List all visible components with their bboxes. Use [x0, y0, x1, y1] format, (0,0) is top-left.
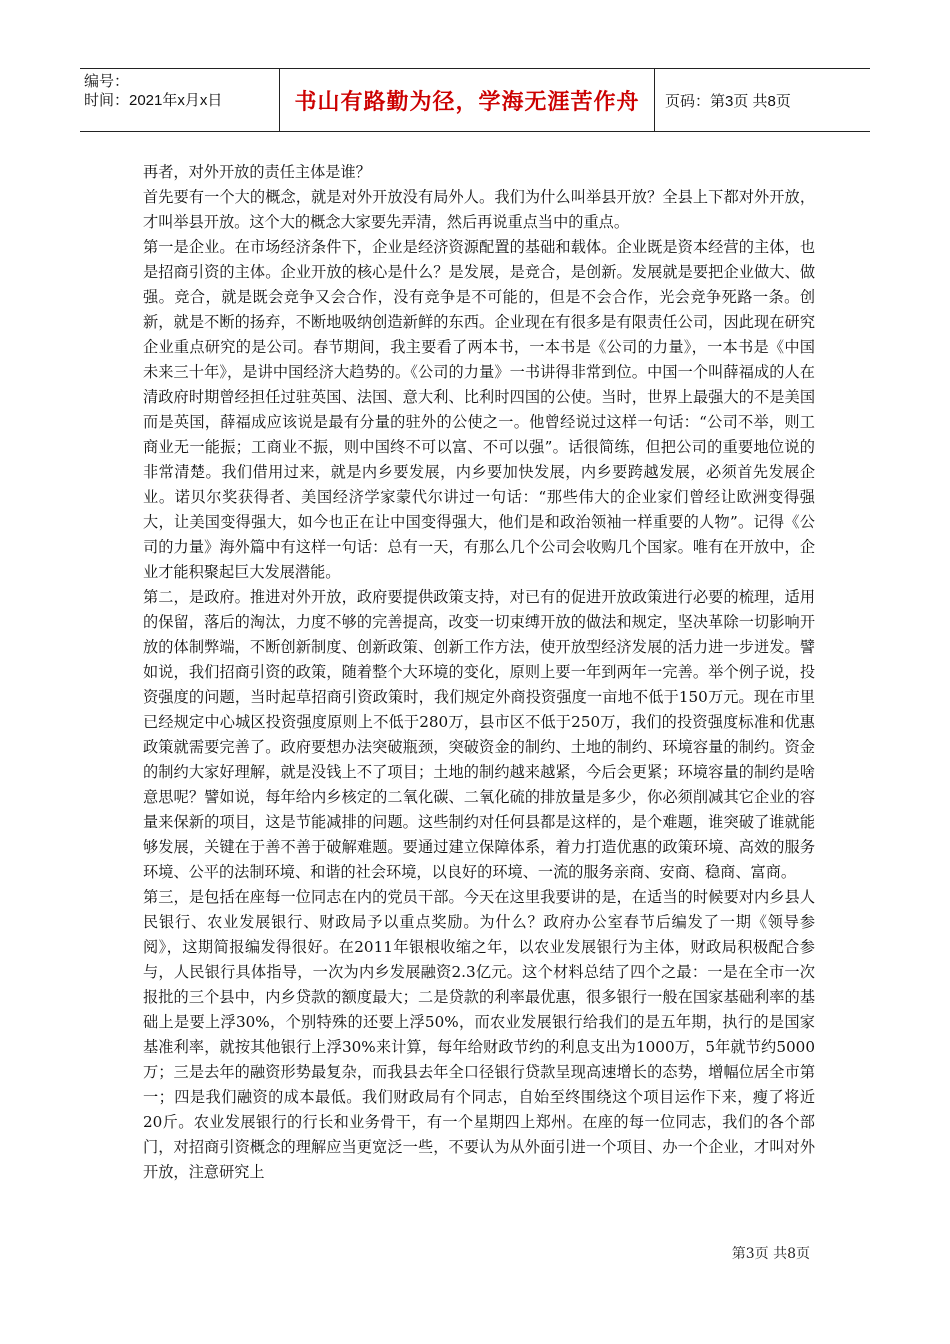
paragraph: 第二，是政府。推进对外开放，政府要提供政策支持，对已有的促进开放政策进行必要的梳理，适用的保留，落后的淘汰，力度不够的完善提高，改变一切束缚开放的做法和规定，坚决革除一切影响开放的体制弊端，不断创新制度、创新政策、创新工作方法，使开放型经济发展的活力进一步迸发。譬如说，我们招商引资的政策，随着整个大环境的变化，原则上要一年到两年一完善。举个例子说，投资强度的问题，当时起草招商引资政策时，我们规定外商投资强度一亩地不低于150万元。现在市里已经规定中心城区投资强度原则上不低于280万，县市区不低于250万，我们的投资强度标准和优惠政策就需要完善了。政府要想办法突破瓶颈，突破资金的制约、土地的制约、环境容量的制约。资金的制约大家好理解，就是没钱上不了项目；土地的制约越来越紧，今后会更紧；环境容量的制约是啥意思呢？譬如说，每年给内乡核定的二氧化碳、二氧化硫的排放量是多少，你必须削减其它企业的容量来保新的项目，这是节能减排的问题。这些制约对任何县都是这样的，是个难题，谁突破了谁就能够发展，关键在于善不善于破解难题。要通过建立保障体系，着力打造优惠的政策环境、高效的服务环境、公平的法制环境、和谐的社会环境，以良好的环境、一流的服务亲商、安商、稳商、富商。 — [143, 588, 815, 881]
header-page-info: 页码：第3页 共8页 — [665, 92, 791, 110]
date-label: 时间：2021年x月x日 — [84, 92, 223, 109]
paragraph: 首先要有一个大的概念，就是对外开放没有局外人。我们为什么叫举县开放？全县上下都对外开放，才叫举县开放。这个大的概念大家要先弄清，然后再说重点当中的重点。 — [143, 188, 815, 231]
page-header — [80, 68, 870, 132]
header-motto: 书山有路勤为径，学海无涯苦作舟 — [280, 69, 655, 131]
header-meta — [80, 69, 280, 131]
paragraph: 第一是企业。在市场经济条件下，企业是经济资源配置的基础和载体。企业既是资本经营的主体，也是招商引资的主体。企业开放的核心是什么？是发展，是竞合，是创新。发展就是要把企业做大、做强。竞合，就是既会竞争又会合作，没有竞争是不可能的，但是不会合作，光会竞争死路一条。创新，就是不断的扬弃，不断地吸纳创造新鲜的东西。企业现在有很多是有限责任公司，因此现在研究企业重点研究的是公司。春节期间，我主要看了两本书，一本书是《公司的力量》，一本书是《中国未来三十年》，是讲中国经济大趋势的。《公司的力量》一书讲得非常到位。中国一个叫薛福成的人在清政府时期曾经担任过驻英国、法国、意大利、比利时四国的公使。当时，世界上最强大的不是美国而是英国，薛福成应该说是最有分量的驻外的公使之一。他曾经说过这样一句话：“公司不举，则工商业无一能振；工商业不振，则中国终不可以富、不可以强”。话很简练，但把公司的重要地位说的非常清楚。我们借用过来，就是内乡要发展，内乡要加快发展，内乡要跨越发展，必须首先发展企业。诺贝尔奖获得者、美国经济学家蒙代尔讲过一句话：“那些伟大的企业家们曾经让欧洲变得强大，让美国变得强大，如今也正在让中国变得强大，他们是和政治领袖一样重要的人物”。记得《公司的力量》海外篇中有这样一句话：总有一天，有那么几个公司会收购几个国家。唯有在开放中，企业才能积聚起巨大发展潜能。 — [143, 238, 815, 581]
body-text — [143, 160, 815, 1185]
number-label: 编号： — [84, 73, 130, 90]
paragraph: 第三，是包括在座每一位同志在内的党员干部。今天在这里我要讲的是，在适当的时候要对内乡县人民银行、农业发展银行、财政局予以重点奖励。为什么？政府办公室春节后编发了一期《领导参阅》，这期简报编发得很好。在2011年银根收缩之年，以农业发展银行为主体，财政局积极配合参与，人民银行具体指导，一次为内乡发展融资2.3亿元。这个材料总结了四个之最：一是在全市一次报批的三个县中，内乡贷款的额度最大；二是贷款的利率最优惠，很多银行一般在国家基础利率的基础上是要上浮30%，个别特殊的还要上浮50%，而农业发展银行给我们的是五年期，执行的是国家基准利率，就按其他银行上浮30%来计算，每年给财政节约的利息支出为1000万，5年就节约5000万；三是去年的融资形势最复杂，而我县去年全口径银行贷款呈现高速增长的态势，增幅位居全市第一；四是我们融资的成本最低。我们财政局有个同志，自始至终围绕这个项目运作下来，瘦了将近20斤。农业发展银行的行长和业务骨干，有一个星期四上郑州。在座的每一位同志，我们的各个部门，对招商引资概念的理解应当更宽泛一些，不要认为从外面引进一个项目、办一个企业，才叫对外开放，注意研究上 — [143, 888, 815, 1181]
paragraph: 再者，对外开放的责任主体是谁？ — [143, 163, 371, 181]
page-footer: 第3页 共8页 — [731, 1246, 810, 1262]
